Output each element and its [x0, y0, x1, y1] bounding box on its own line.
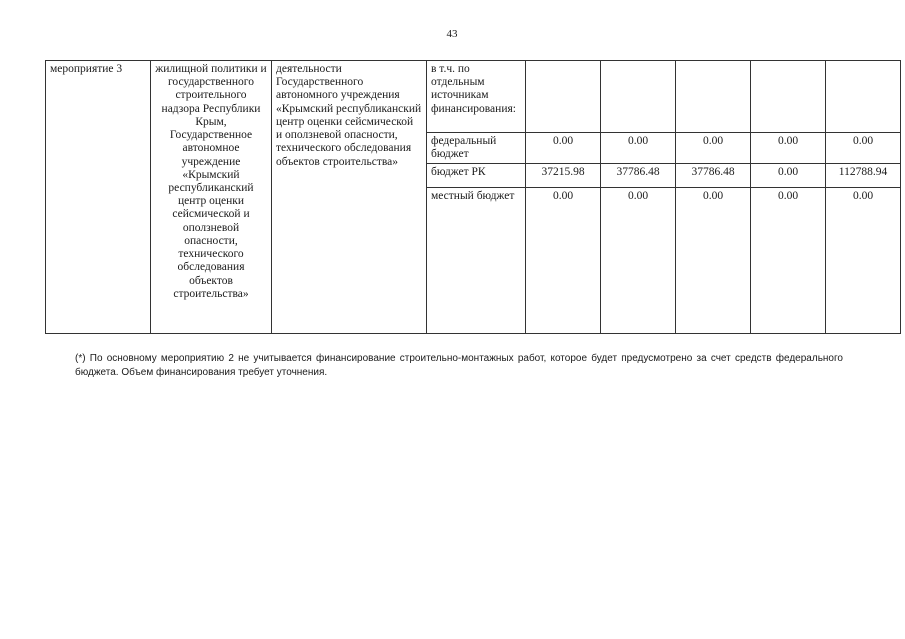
source-cell: бюджет РК — [427, 164, 526, 188]
source-cell: федеральный бюджет — [427, 133, 526, 164]
page-number: 43 — [446, 28, 458, 40]
value-cell: 0.00 — [526, 133, 601, 164]
value-cell: 37215.98 — [526, 164, 601, 188]
event-cell: мероприятие 3 — [46, 61, 151, 334]
value-cell: 0.00 — [751, 164, 826, 188]
value-cell: 0.00 — [676, 133, 751, 164]
value-cell: 0.00 — [826, 133, 901, 164]
value-cell: 0.00 — [826, 188, 901, 334]
source-cell: местный бюджет — [427, 188, 526, 334]
value-cell: 0.00 — [751, 188, 826, 334]
value-cell — [751, 61, 826, 133]
value-cell: 0.00 — [751, 133, 826, 164]
value-cell: 0.00 — [601, 133, 676, 164]
financing-table — [45, 60, 901, 334]
value-cell: 0.00 — [601, 188, 676, 334]
responsible-cell: жилищной политики и государственного строительного надзора Республики Крым, Государственное автономное учреждение «Крымский республиканский центр оценки сейсмической и оползневой опасности, технического обследования объектов строительства» — [151, 61, 272, 334]
value-cell — [826, 61, 901, 133]
footnote: (*) По основному мероприятию 2 не учитывается финансирование строительно-монтажных работ, которое будет предусмотрено за счет средств федерального бюджета. Объем финансирования требует уточнения. — [75, 353, 843, 378]
value-cell — [676, 61, 751, 133]
value-cell: 37786.48 — [676, 164, 751, 188]
activity-cell: деятельности Государственного автономного учреждения «Крымский республиканский центр оценки сейсмической и оползневой опасности, технического обследования объектов строительства» — [272, 61, 427, 334]
value-cell: 112788.94 — [826, 164, 901, 188]
value-cell: 37786.48 — [601, 164, 676, 188]
source-cell: в т.ч. по отдельным источникам финансирования: — [427, 61, 526, 133]
value-cell — [601, 61, 676, 133]
value-cell — [526, 61, 601, 133]
table-row — [46, 61, 901, 133]
value-cell: 0.00 — [676, 188, 751, 334]
value-cell: 0.00 — [526, 188, 601, 334]
